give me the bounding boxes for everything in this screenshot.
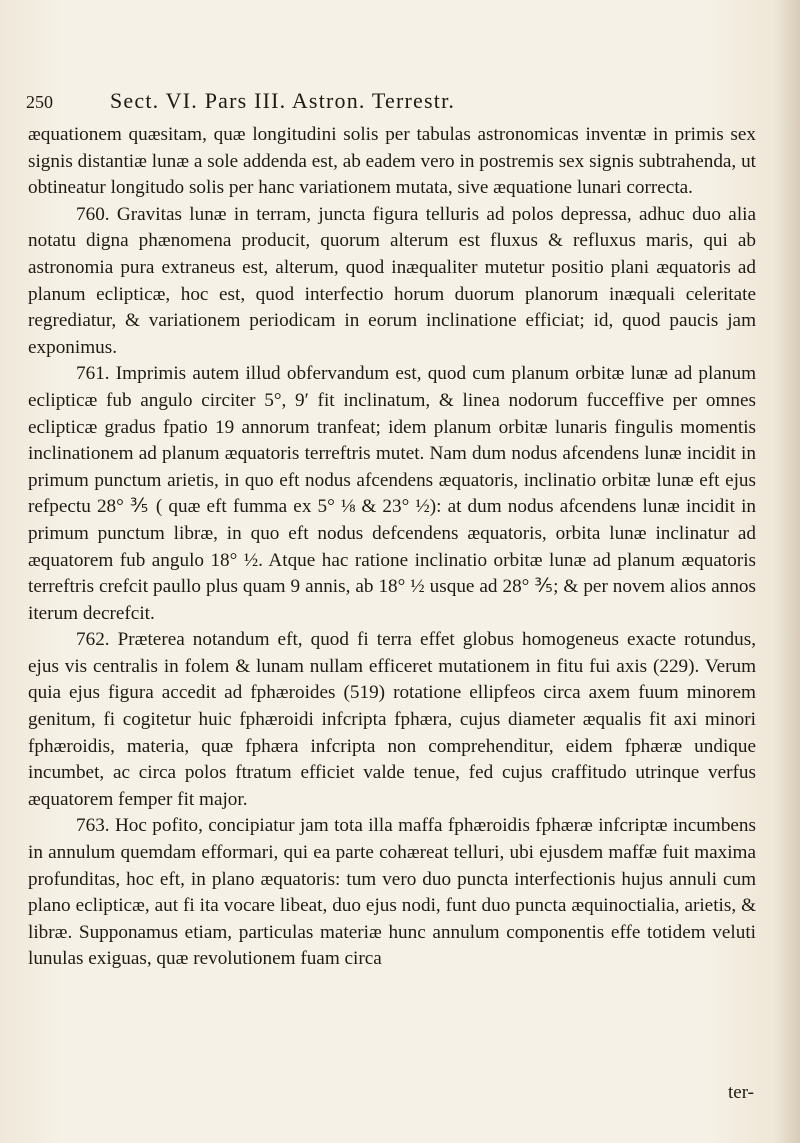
page-header <box>26 82 756 118</box>
paragraph-760: 760. Gravitas lunæ in terram, juncta figura telluris ad polos depressa, adhuc duo alia notatu digna phænomena producit, quorum alterum est fluxus & refluxus maris, qui ab astronomia pura extraneus est, alterum, quod inæqualiter mutetur positio plani æquatoris ad planum eclipticæ, hoc est, quod interfectio horum duorum planorum inæquali celeritate regrediatur, & variationem periodicam in eorum inclinatione efficiat; id, quod paucis jam exponimus. <box>28 203 756 358</box>
page-edge-shadow <box>774 0 800 1143</box>
page-number: 250 <box>26 92 53 112</box>
paragraph-762: 762. Præterea notandum eft, quod fi terra effet globus homogeneus exacte rotundus, ejus vis centralis in folem & lunam nullam efficeret mutationem in fitu fui axis (229). Verum quia ejus figura accedit ad fphæroides (519) rotatione ellipfeos circa axem fuum minorem genitum, fi cogitetur huic fphæroidi infcripta fphæra, cujus diameter æqualis fit axi minori fphæroidis, materia, quæ fphæra infcripta non comprehenditur, eidem fphæræ undique incumbet, ac circa polos ftratum efficiet valde tenue, fed cujus craffitudo utrinque verfus æquatorem femper fit major. <box>28 629 756 810</box>
paragraph-continued: æquationem quæsitam, quæ longitudini solis per tabulas astronomicas inventæ in primis sex signis distantiæ lunæ a sole addenda est, ab eadem vero in postremis sex signis subtrahenda, ut obtineatur longitudo solis per hanc variationem mutata, sive æquatione lunari correcta. <box>28 124 756 199</box>
paragraph-763: 763. Hoc pofito, concipiatur jam tota illa maffa fphæroidis fphæræ infcriptæ incumbens in annulum quemdam efformari, qui ea parte cohæreat telluri, ubi ejusdem maffæ fuit maxima profunditas, hoc eft, in plano æquatoris: tum vero duo puncta interfectionis hujus annuli cum plano eclipticæ, aut fi ita vocare libeat, duo ejus nodi, funt duo puncta æquinoctialia, arietis, & libræ. Supponamus etiam, particulas materiæ hunc annulum componentis effe totidem veluti lunulas exiguas, quæ revolutionem fuam circa <box>28 815 756 970</box>
paragraph-761: 761. Imprimis autem illud obfervandum est, quod cum planum orbitæ lunæ ad planum eclipticæ fub angulo circiter 5°, 9′ fit inclinatum, & linea nodorum fucceffive per omnes eclipticæ gradus fpatio 19 annorum tranfeat; idem planum orbitæ lunaris fingulis momentis inclinationem ad planum æquatoris terreftris mutet. Nam dum nodus afcendens lunæ incidit in primum punctum arietis, in quo eft nodus afcendens æquatoris, inclinatio orbitæ lunæ eft ejus refpectu 28° ⅗ ( quæ eft fumma ex 5° ⅛ & 23° ½): at dum nodus afcendens lunæ incidit in primum punctum libræ, in quo eft nodus defcendens æquatoris, orbita lunæ inclinatur ad æquatorem fub angulo 18° ½. Atque hac ratione inclinatio orbitæ lunæ ad planum æquatoris terreftris crefcit paullo plus quam 9 annis, ab 18° ½ usque ad 28° ⅗; & per novem alios annos iterum decrefcit. <box>28 363 756 624</box>
body-text <box>28 122 756 973</box>
running-title: Sect. VI. Pars III. Astron. Terrestr. <box>110 88 456 113</box>
catchword: ter- <box>728 1082 754 1103</box>
